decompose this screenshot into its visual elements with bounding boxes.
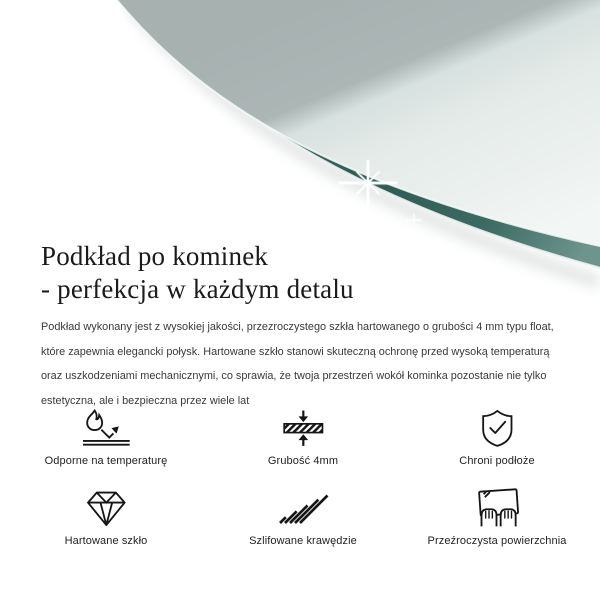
page-title <box>41 240 354 306</box>
description-line: oraz uszkodzeniami mechanicznymi, co sprawia, że twoja przestrzeń wokół kominka pozostanie nie tylko <box>41 370 547 383</box>
feature-label: Chroni podłoże <box>459 455 535 467</box>
description-line: estetyczna, ale i bezpieczna przez wiele lat <box>41 394 250 407</box>
heading-line-2: - perfekcja w każdym detalu <box>41 274 354 304</box>
tempered-glass-diamond-icon <box>73 488 140 528</box>
feature-card-thickness <box>212 402 394 482</box>
feature-card-tempered <box>0 482 212 562</box>
feature-card-transparent <box>394 482 600 562</box>
features-grid <box>0 402 600 562</box>
feature-label: Szlifowane krawędzie <box>249 535 357 547</box>
temperature-resistant-icon <box>73 408 140 448</box>
feature-card-protection <box>394 402 600 482</box>
product-description <box>41 315 554 413</box>
thickness-4mm-icon <box>270 408 337 448</box>
protects-floor-shield-icon <box>464 408 531 448</box>
polished-edges-icon <box>270 488 337 528</box>
description-line: Podkład wykonany jest z wysokiej jakości, przezroczystego szkła hartowanego o grubości 4 mm typu float, <box>41 321 554 333</box>
feature-label: Odporne na temperaturę <box>44 455 168 467</box>
feature-card-temperature <box>0 402 212 482</box>
description-line: które zapewnia elegancki połysk. Hartowane szkło stanowi skuteczną ochronę przed wysoką temperaturą <box>41 345 550 358</box>
feature-label: Hartowane szkło <box>64 535 148 547</box>
feature-card-edges <box>212 482 394 562</box>
feature-label: Przeźroczysta powierzchnia <box>427 535 567 547</box>
heading-line-1: Podkład po kominek <box>41 241 269 271</box>
feature-label: Grubość 4mm <box>267 455 339 467</box>
transparent-surface-hands-icon <box>464 488 531 528</box>
